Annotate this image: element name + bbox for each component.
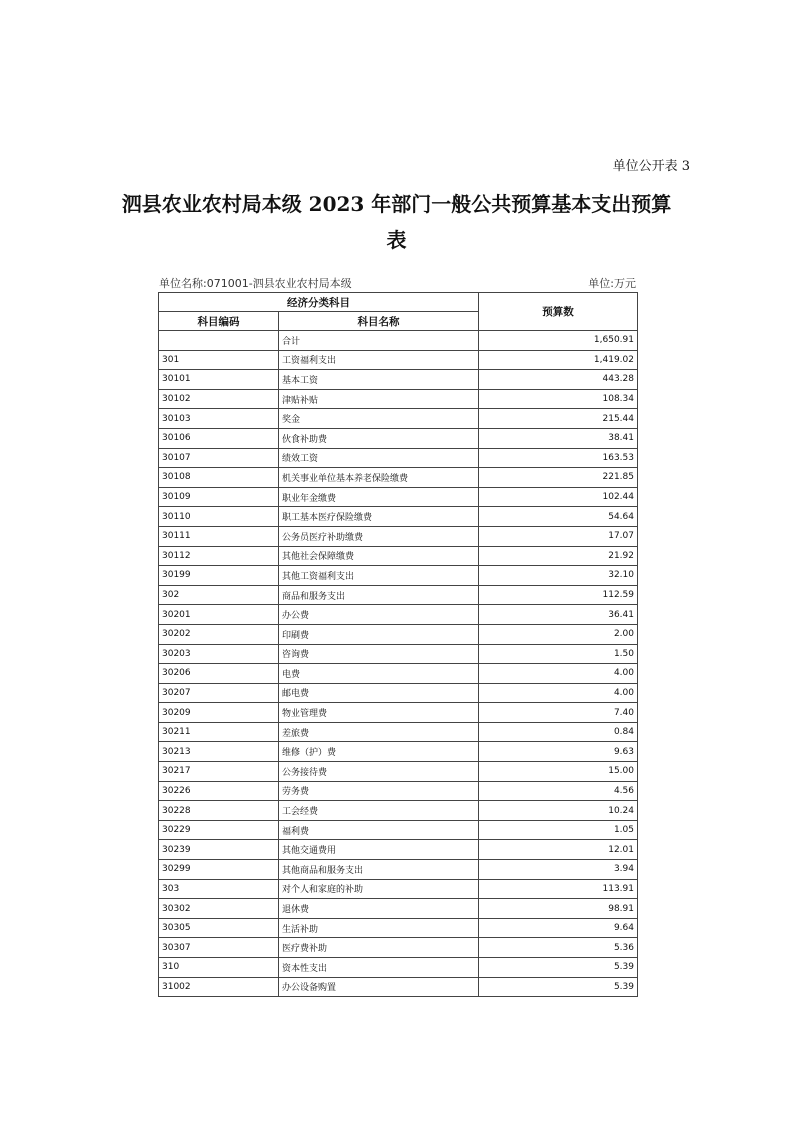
row-name: 生活补助	[279, 918, 479, 938]
row-amount: 1,650.91	[479, 331, 638, 351]
row-code: 30112	[159, 546, 279, 566]
budget-table	[158, 292, 638, 997]
row-name: 基本工资	[279, 370, 479, 390]
row-name: 机关事业单位基本养老保险缴费	[279, 468, 479, 488]
row-amount: 221.85	[479, 468, 638, 488]
row-amount: 4.00	[479, 683, 638, 703]
row-name: 办公设备购置	[279, 977, 479, 997]
table-meta	[159, 275, 636, 291]
row-amount: 32.10	[479, 566, 638, 586]
row-code: 30107	[159, 448, 279, 468]
table-row	[159, 977, 638, 997]
row-code: 30229	[159, 820, 279, 840]
row-amount: 12.01	[479, 840, 638, 860]
row-code: 30305	[159, 918, 279, 938]
table-row	[159, 899, 638, 919]
row-amount: 10.24	[479, 801, 638, 821]
table-row	[159, 820, 638, 840]
table-header	[159, 293, 638, 331]
row-name: 物业管理费	[279, 703, 479, 723]
table-row	[159, 918, 638, 938]
table-row	[159, 585, 638, 605]
row-amount: 5.39	[479, 977, 638, 997]
row-amount: 215.44	[479, 409, 638, 429]
table-row	[159, 448, 638, 468]
row-amount: 4.00	[479, 664, 638, 684]
row-code: 30239	[159, 840, 279, 860]
row-amount: 0.84	[479, 722, 638, 742]
row-name: 伙食补助费	[279, 428, 479, 448]
row-name: 电费	[279, 664, 479, 684]
row-amount: 17.07	[479, 526, 638, 546]
row-name: 对个人和家庭的补助	[279, 879, 479, 899]
row-name: 工资福利支出	[279, 350, 479, 370]
row-amount: 1,419.02	[479, 350, 638, 370]
row-name: 资本性支出	[279, 958, 479, 978]
table-row	[159, 389, 638, 409]
row-amount: 9.63	[479, 742, 638, 762]
table-row	[159, 801, 638, 821]
table-row	[159, 468, 638, 488]
row-name: 其他商品和服务支出	[279, 860, 479, 880]
row-code: 30103	[159, 409, 279, 429]
row-name: 其他交通费用	[279, 840, 479, 860]
table-number-label: 单位公开表 3	[612, 159, 690, 174]
header-budget-amount: 预算数	[479, 293, 638, 331]
header-economic-category: 经济分类科目	[159, 293, 479, 312]
row-code: 30228	[159, 801, 279, 821]
table-row	[159, 605, 638, 625]
row-amount: 108.34	[479, 389, 638, 409]
row-code: 30211	[159, 722, 279, 742]
row-code: 30217	[159, 762, 279, 782]
header-subject-code: 科目编码	[159, 312, 279, 331]
row-name: 职业年金缴费	[279, 487, 479, 507]
row-code: 30108	[159, 468, 279, 488]
table-row	[159, 624, 638, 644]
row-code: 30110	[159, 507, 279, 527]
row-code: 30207	[159, 683, 279, 703]
row-name: 咨询费	[279, 644, 479, 664]
row-name: 差旅费	[279, 722, 479, 742]
row-amount: 113.91	[479, 879, 638, 899]
row-code: 30101	[159, 370, 279, 390]
table-row	[159, 350, 638, 370]
row-name: 其他工资福利支出	[279, 566, 479, 586]
table-row	[159, 703, 638, 723]
row-code: 30299	[159, 860, 279, 880]
row-amount: 21.92	[479, 546, 638, 566]
row-name: 印刷费	[279, 624, 479, 644]
table-row	[159, 722, 638, 742]
row-code: 30213	[159, 742, 279, 762]
row-code: 30302	[159, 899, 279, 919]
row-code	[159, 331, 279, 351]
table-row	[159, 370, 638, 390]
row-amount: 98.91	[479, 899, 638, 919]
row-amount: 1.50	[479, 644, 638, 664]
table-row	[159, 566, 638, 586]
row-amount: 2.00	[479, 624, 638, 644]
row-code: 30307	[159, 938, 279, 958]
row-code: 30202	[159, 624, 279, 644]
row-name: 工会经费	[279, 801, 479, 821]
table-row	[159, 879, 638, 899]
title-line-1: 泗县农业农村局本级 2023 年部门一般公共预算基本支出预算	[121, 192, 672, 216]
row-amount: 15.00	[479, 762, 638, 782]
row-amount: 443.28	[479, 370, 638, 390]
table-row	[159, 762, 638, 782]
row-amount: 38.41	[479, 428, 638, 448]
page-title	[0, 186, 793, 258]
row-name: 公务员医疗补助缴费	[279, 526, 479, 546]
row-amount: 36.41	[479, 605, 638, 625]
header-subject-name: 科目名称	[279, 312, 479, 331]
row-amount: 1.05	[479, 820, 638, 840]
unit-name: 单位名称:071001-泗县农业农村局本级	[159, 277, 352, 290]
row-amount: 3.94	[479, 860, 638, 880]
row-code: 30111	[159, 526, 279, 546]
row-name: 福利费	[279, 820, 479, 840]
table-body	[159, 331, 638, 997]
row-code: 30209	[159, 703, 279, 723]
table-row	[159, 683, 638, 703]
row-amount: 112.59	[479, 585, 638, 605]
table-row	[159, 526, 638, 546]
row-amount: 102.44	[479, 487, 638, 507]
row-code: 30201	[159, 605, 279, 625]
row-name: 商品和服务支出	[279, 585, 479, 605]
row-amount: 5.39	[479, 958, 638, 978]
unit-measure: 单位:万元	[588, 277, 636, 290]
row-name: 退休费	[279, 899, 479, 919]
table-row	[159, 644, 638, 664]
row-name: 其他社会保障缴费	[279, 546, 479, 566]
table-row	[159, 958, 638, 978]
row-code: 30102	[159, 389, 279, 409]
row-code: 30106	[159, 428, 279, 448]
row-name: 津贴补贴	[279, 389, 479, 409]
row-code: 303	[159, 879, 279, 899]
row-amount: 54.64	[479, 507, 638, 527]
table-row	[159, 742, 638, 762]
row-code: 301	[159, 350, 279, 370]
table-row	[159, 507, 638, 527]
row-name: 邮电费	[279, 683, 479, 703]
row-code: 30199	[159, 566, 279, 586]
table-row	[159, 487, 638, 507]
table-row	[159, 331, 638, 351]
table-row	[159, 781, 638, 801]
row-amount: 4.56	[479, 781, 638, 801]
row-name: 维修（护）费	[279, 742, 479, 762]
row-amount: 9.64	[479, 918, 638, 938]
title-line-2: 表	[386, 228, 407, 252]
row-name: 绩效工资	[279, 448, 479, 468]
table-row	[159, 860, 638, 880]
row-amount: 163.53	[479, 448, 638, 468]
row-code: 30226	[159, 781, 279, 801]
row-name: 医疗费补助	[279, 938, 479, 958]
row-code: 30206	[159, 664, 279, 684]
row-code: 30203	[159, 644, 279, 664]
row-code: 31002	[159, 977, 279, 997]
table-row	[159, 938, 638, 958]
table-row	[159, 664, 638, 684]
row-name: 办公费	[279, 605, 479, 625]
row-name: 合计	[279, 331, 479, 351]
table-row	[159, 840, 638, 860]
row-code: 310	[159, 958, 279, 978]
row-name: 奖金	[279, 409, 479, 429]
row-amount: 5.36	[479, 938, 638, 958]
row-name: 公务接待费	[279, 762, 479, 782]
row-code: 302	[159, 585, 279, 605]
row-name: 职工基本医疗保险缴费	[279, 507, 479, 527]
table-row	[159, 409, 638, 429]
row-code: 30109	[159, 487, 279, 507]
table-row	[159, 546, 638, 566]
table-row	[159, 428, 638, 448]
row-name: 劳务费	[279, 781, 479, 801]
row-amount: 7.40	[479, 703, 638, 723]
